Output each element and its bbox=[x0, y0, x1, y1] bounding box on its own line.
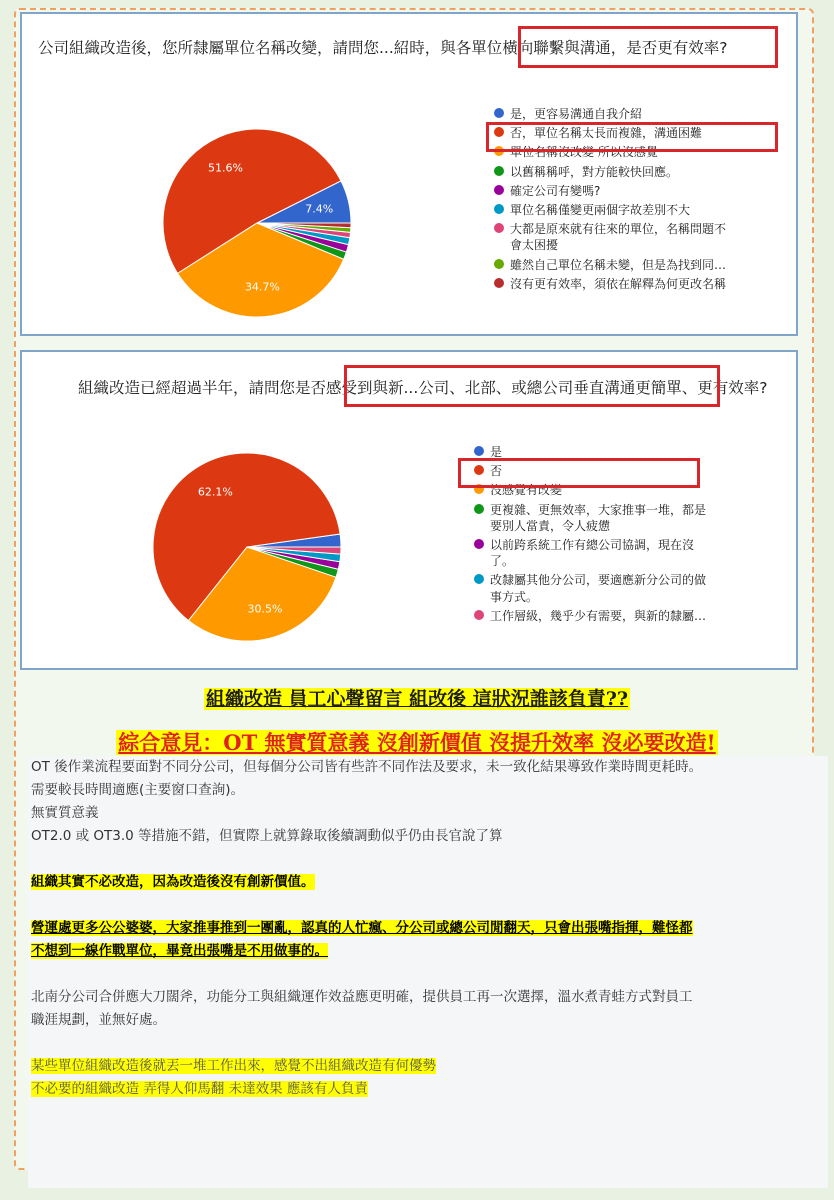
legend-item bbox=[494, 257, 784, 273]
comment-4: OT2.0 或 OT3.0 等措施不錯，但實際上就算錄取後續調動似乎仍由長官說了算 bbox=[31, 828, 503, 844]
legend-swatch bbox=[494, 223, 504, 233]
legend-label: 工作層級，幾乎少有需要，與新的隸屬… bbox=[490, 608, 707, 623]
chart-1-pie bbox=[142, 108, 372, 338]
banner-title: 組織改造 員工心聲留言 組改後 這狀況誰該負責?? bbox=[205, 688, 629, 710]
legend-item bbox=[494, 276, 784, 292]
legend-label: 單位名稱僅變更兩個字故差別不大 bbox=[510, 202, 691, 217]
slice-value-label: 62.1% bbox=[197, 485, 233, 499]
chart-2-title-highlight-box bbox=[344, 365, 720, 407]
legend-item bbox=[474, 572, 774, 604]
legend-item bbox=[474, 537, 774, 569]
legend-label: 是 bbox=[490, 445, 503, 459]
legend-label: 沒有更有效率，須依在解釋為何更改名稱 bbox=[510, 276, 727, 291]
chart-2-pie bbox=[132, 432, 362, 662]
banner-summary: 綜合意見：OT 無實質意義 沒創新價值 沒提升效率 沒必要改造! bbox=[118, 730, 716, 755]
comment-7-line-1: 北南分公司合併應大刀闊斧，功能分工與組織運作效益應更明確，提供員工再一次選擇，溫水煮青蛙方式對員工 bbox=[31, 989, 693, 1005]
legend-item bbox=[494, 221, 784, 253]
legend-swatch bbox=[474, 574, 484, 584]
legend-item bbox=[474, 608, 774, 624]
legend-swatch bbox=[494, 204, 504, 214]
legend-label: 否，單位名稱太長而複雜，溝通困難 bbox=[510, 126, 703, 141]
chart-2-title: 組織改造已經超過半年，請問您是否感受到與新...公司、北部、或總公司垂直溝通更簡單、更有效率? bbox=[78, 379, 768, 397]
comment-7-line-2: 職涯規劃，並無好處。 bbox=[31, 1012, 166, 1028]
legend-swatch bbox=[474, 539, 484, 549]
legend-item bbox=[474, 502, 774, 534]
chart-2-legend-highlight-box bbox=[458, 458, 700, 488]
legend-label: 確定公司有變嗎? bbox=[510, 183, 601, 198]
legend-label: 更複雜、更無效率，大家推事一堆，都是 要別人當責，令人疲憊 bbox=[490, 502, 707, 533]
legend-swatch bbox=[494, 278, 504, 288]
comment-8: 某些單位組織改造後就丟一堆工作出來，感覺不出組織改造有何優勢 bbox=[31, 1058, 436, 1074]
legend-label: 大都是原來就有往來的單位，名稱問題不 會太困擾 bbox=[510, 222, 727, 253]
legend-item bbox=[494, 164, 784, 180]
legend-swatch bbox=[474, 610, 484, 620]
legend-item bbox=[494, 106, 784, 122]
chart-card-1 bbox=[20, 12, 798, 336]
comment-3: 無實質意義 bbox=[31, 805, 99, 821]
legend-label: 是，更容易溝通自我介紹 bbox=[510, 107, 643, 121]
legend-label: 以前跨系統工作有總公司協調，現在沒 了。 bbox=[490, 537, 695, 569]
chart-card-2 bbox=[20, 350, 798, 670]
comment-6-line-2: 不想到一線作戰單位，畢竟出張嘴是不用做事的。 bbox=[31, 943, 328, 959]
comment-2: 需要較長時間適應(主要窗口查詢)。 bbox=[31, 782, 245, 798]
legend-label: 否 bbox=[490, 464, 503, 479]
slice-value-label: 7.4% bbox=[305, 202, 334, 216]
slice-value-label: 34.7% bbox=[244, 280, 280, 294]
legend-swatch bbox=[494, 259, 504, 269]
legend-swatch bbox=[494, 185, 504, 195]
legend-label: 單位名稱沒改變 所以沒感覺 bbox=[510, 145, 658, 160]
chart-1-title-highlight-box bbox=[518, 26, 778, 68]
legend-swatch bbox=[474, 504, 484, 514]
chart-1-legend-highlight-box bbox=[486, 122, 778, 152]
comment-1: OT 後作業流程要面對不同分公司，但每個分公司皆有些許不同作法及要求，未一致化結果導致作業時間更耗時。 bbox=[31, 759, 703, 775]
comment-6-line-1: 營運處更多公公婆婆，大家推事推到一團亂，認真的人忙瘋、分公司或總公司閒翻天，只會出張嘴指揮，難怪都 bbox=[31, 920, 693, 936]
comment-9: 不必要的組織改造 弄得人仰馬翻 未達效果 應該有人負責 bbox=[31, 1081, 368, 1097]
legend-label: 沒感覺有改變 bbox=[490, 483, 563, 498]
legend-item bbox=[494, 202, 784, 218]
legend-item bbox=[494, 183, 784, 199]
comments-panel bbox=[28, 756, 828, 1188]
legend-label: 以舊稱稱呼，對方能較快回應。 bbox=[510, 164, 679, 179]
legend-swatch bbox=[494, 108, 504, 118]
legend-swatch bbox=[494, 166, 504, 176]
legend-swatch bbox=[474, 446, 484, 456]
comment-5: 組織其實不必改造，因為改造後沒有創新價值。 bbox=[31, 874, 315, 890]
legend-label: 改隸屬其他分公司，要適應新分公司的做 事方式。 bbox=[490, 573, 707, 604]
slice-value-label: 30.5% bbox=[247, 602, 283, 616]
legend-label: 雖然自己單位名稱未變，但是為找到同… bbox=[510, 257, 727, 272]
chart-1-title: 公司組織改造後，您所隸屬單位名稱改變，請問您...紹時，與各單位橫向聯繫與溝通，是否更有效率? bbox=[38, 39, 728, 57]
slice-value-label: 51.6% bbox=[208, 161, 243, 175]
